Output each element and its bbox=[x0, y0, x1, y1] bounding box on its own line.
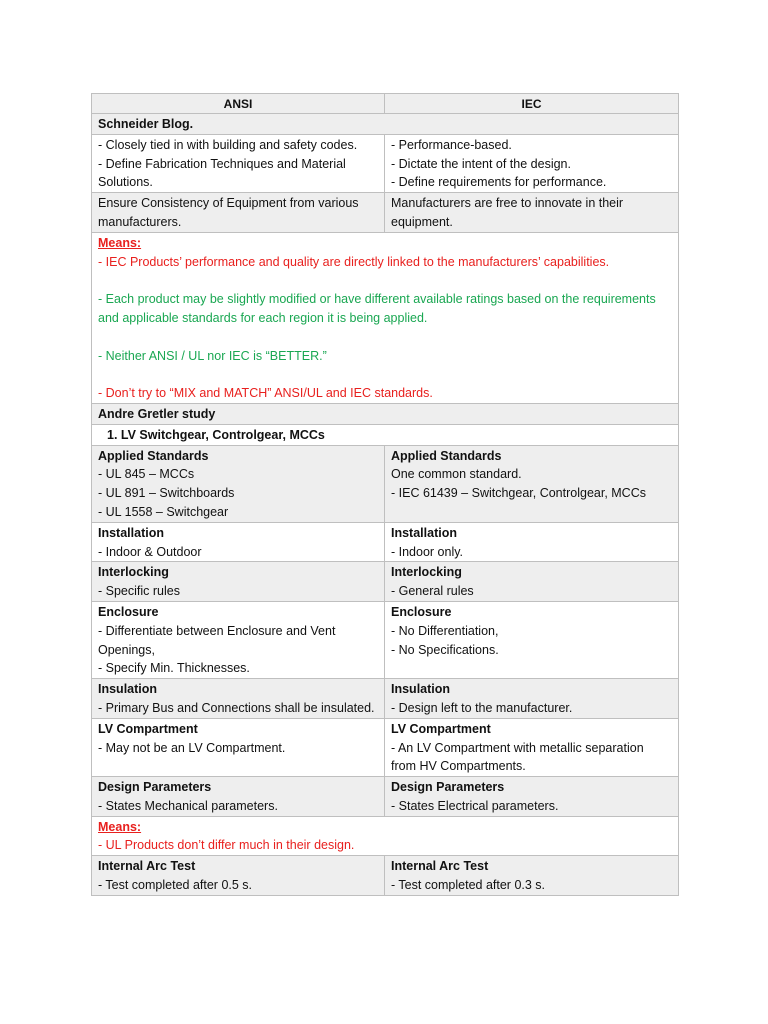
ansi-lv-compartment-title: LV Compartment bbox=[98, 721, 198, 736]
iec-enclosure-item: - No Differentiation, bbox=[391, 623, 499, 638]
ansi-approach-cell bbox=[92, 134, 385, 192]
ansi-standard-item: - UL 891 – Switchboards bbox=[98, 486, 235, 501]
gretler-subtitle-row bbox=[92, 424, 679, 445]
ansi-arc-cell bbox=[92, 856, 385, 896]
ansi-design-title: Design Parameters bbox=[98, 780, 212, 795]
ansi-enclosure-item: - Differentiate between Enclosure and Vent Openings, bbox=[98, 623, 336, 657]
iec-design-text: - States Electrical parameters. bbox=[391, 798, 559, 813]
means-line-regional: - Each product may be slightly modified or have different available ratings based on the requirements and applicable standards for each region it is being applied. bbox=[98, 292, 656, 325]
ansi-standard-item: - UL 845 – MCCs bbox=[98, 467, 195, 482]
iec-installation-text: - Indoor only. bbox=[391, 544, 464, 559]
header-row bbox=[92, 94, 679, 114]
means-row-1 bbox=[92, 232, 679, 403]
means-row-2 bbox=[92, 816, 679, 856]
iec-arc-title: Internal Arc Test bbox=[391, 859, 489, 874]
ansi-insulation-text: - Primary Bus and Connections shall be insulated. bbox=[98, 700, 375, 715]
schneider-title: Schneider Blog. bbox=[92, 114, 679, 135]
means-line-ul-design: - UL Products don’t differ much in their design. bbox=[98, 838, 355, 853]
interlocking-row bbox=[92, 562, 679, 602]
means-line-better: - Neither ANSI / UL nor IEC is “BETTER.” bbox=[98, 348, 327, 363]
ansi-installation-text: - Indoor & Outdoor bbox=[98, 544, 202, 559]
means-label: Means: bbox=[98, 235, 142, 250]
ansi-interlocking-title: Interlocking bbox=[98, 565, 169, 580]
iec-insulation-title: Insulation bbox=[391, 682, 451, 697]
iec-interlocking-title: Interlocking bbox=[391, 565, 462, 580]
iec-interlocking-cell bbox=[385, 562, 679, 602]
iec-arc-cell bbox=[385, 856, 679, 896]
ansi-standards-cell bbox=[92, 445, 385, 522]
ansi-standards-title: Applied Standards bbox=[98, 448, 209, 463]
gretler-title: Andre Gretler study bbox=[92, 403, 679, 424]
iec-enclosure-item: - No Specifications. bbox=[391, 642, 499, 657]
ansi-installation-cell bbox=[92, 522, 385, 562]
standards-row bbox=[92, 445, 679, 522]
ansi-approach-line: - Closely tied in with building and safety codes. bbox=[98, 137, 358, 152]
lv-compartment-row bbox=[92, 718, 679, 776]
consistency-row bbox=[92, 193, 679, 233]
iec-approach-line: - Performance-based. bbox=[391, 137, 512, 152]
iec-standards-title: Applied Standards bbox=[391, 448, 502, 463]
means-line-mix-match: - Don’t try to “MIX and MATCH” ANSI/UL and IEC standards. bbox=[98, 386, 433, 401]
ansi-design-cell bbox=[92, 777, 385, 817]
insulation-row bbox=[92, 679, 679, 719]
iec-insulation-text: - Design left to the manufacturer. bbox=[391, 700, 573, 715]
means-cell-1 bbox=[92, 232, 679, 403]
iec-approach-line: - Define requirements for performance. bbox=[391, 175, 607, 190]
ansi-installation-title: Installation bbox=[98, 525, 164, 540]
iec-insulation-cell bbox=[385, 679, 679, 719]
means-label: Means: bbox=[98, 819, 142, 834]
iec-standard-item: - IEC 61439 – Switchgear, Controlgear, MCCs bbox=[391, 486, 646, 501]
ansi-enclosure-title: Enclosure bbox=[98, 604, 159, 619]
ansi-approach-line: - Define Fabrication Techniques and Material Solutions. bbox=[98, 156, 346, 190]
header-iec: IEC bbox=[385, 94, 679, 114]
iec-enclosure-cell bbox=[385, 601, 679, 678]
means-cell-2 bbox=[92, 816, 679, 856]
ansi-insulation-cell bbox=[92, 679, 385, 719]
iec-installation-title: Installation bbox=[391, 525, 457, 540]
schneider-title-row bbox=[92, 114, 679, 135]
ansi-interlocking-text: - Specific rules bbox=[98, 584, 180, 599]
header-ansi: ANSI bbox=[92, 94, 385, 114]
ansi-lv-compartment-text: - May not be an LV Compartment. bbox=[98, 740, 286, 755]
ansi-design-text: - States Mechanical parameters. bbox=[98, 798, 278, 813]
design-row bbox=[92, 777, 679, 817]
means-line-performance: - IEC Products’ performance and quality are directly linked to the manufacturers’ capabilities. bbox=[98, 254, 610, 269]
ansi-interlocking-cell bbox=[92, 562, 385, 602]
arc-test-row bbox=[92, 856, 679, 896]
ansi-arc-title: Internal Arc Test bbox=[98, 859, 196, 874]
ansi-lv-compartment-cell bbox=[92, 718, 385, 776]
ansi-insulation-title: Insulation bbox=[98, 682, 158, 697]
iec-lv-compartment-title: LV Compartment bbox=[391, 721, 491, 736]
iec-enclosure-title: Enclosure bbox=[391, 604, 452, 619]
iec-design-cell bbox=[385, 777, 679, 817]
iec-arc-text: - Test completed after 0.3 s. bbox=[391, 878, 546, 893]
enclosure-row bbox=[92, 601, 679, 678]
installation-row bbox=[92, 522, 679, 562]
iec-approach-line: - Dictate the intent of the design. bbox=[391, 156, 571, 171]
iec-standards-cell bbox=[385, 445, 679, 522]
iec-interlocking-text: - General rules bbox=[391, 584, 474, 599]
ansi-enclosure-cell bbox=[92, 601, 385, 678]
gretler-title-row bbox=[92, 403, 679, 424]
iec-consistency: Manufacturers are free to innovate in their equipment. bbox=[385, 193, 679, 233]
iec-lv-compartment-text: - An LV Compartment with metallic separation from HV Compartments. bbox=[391, 740, 644, 774]
ansi-enclosure-item: - Specify Min. Thicknesses. bbox=[98, 661, 250, 676]
iec-standard-item: One common standard. bbox=[391, 467, 522, 482]
ansi-arc-text: - Test completed after 0.5 s. bbox=[98, 878, 253, 893]
comparison-table bbox=[91, 93, 679, 896]
iec-design-title: Design Parameters bbox=[391, 780, 505, 795]
iec-lv-compartment-cell bbox=[385, 718, 679, 776]
gretler-subtitle: 1. LV Switchgear, Controlgear, MCCs bbox=[92, 424, 679, 445]
ansi-standard-item: - UL 1558 – Switchgear bbox=[98, 504, 229, 519]
schneider-approach-row bbox=[92, 134, 679, 192]
ansi-consistency: Ensure Consistency of Equipment from various manufacturers. bbox=[92, 193, 385, 233]
iec-installation-cell bbox=[385, 522, 679, 562]
iec-approach-cell bbox=[385, 134, 679, 192]
